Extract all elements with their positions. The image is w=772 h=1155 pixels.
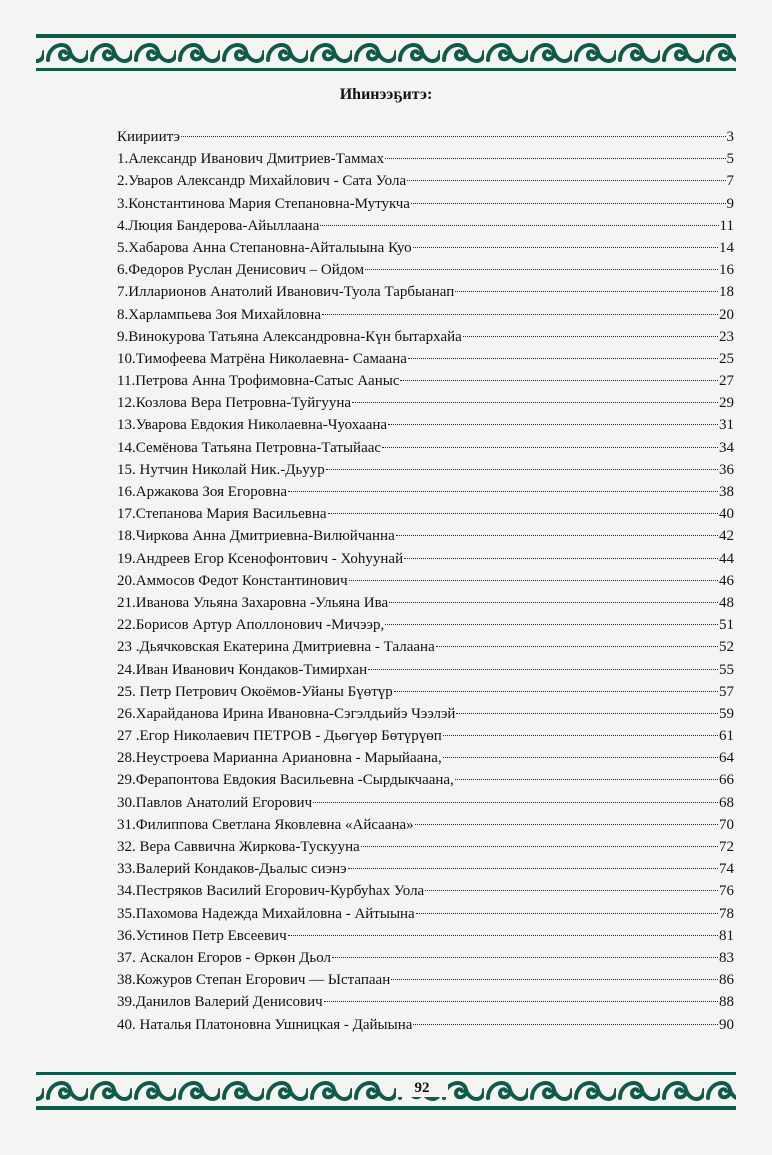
toc-leader-dots [328,513,718,514]
toc-entry-title: Киириитэ [117,129,180,145]
toc-entry [117,126,734,148]
toc-entry-page: 40 [719,506,734,523]
toc-entry-page: 38 [719,484,734,500]
toc-leader-dots [313,802,718,803]
toc-entry [117,991,734,1013]
toc-entry [117,326,734,348]
toc-entry [117,392,734,414]
toc-entry-title: 40. Наталья Платоновна Ушницкая - Дайыына [117,1016,413,1033]
toc-leader-dots [391,979,718,980]
toc-entry-title: 22.Борисов Артур Аполлонович -Мичээр, [117,617,385,634]
toc-entry-title: 11.Петрова Анна Трофимовна-Сатыс Ааныс [117,373,400,390]
toc-entry-page: 7 [726,173,734,190]
toc-leader-dots [326,469,718,470]
toc-leader-dots [455,291,718,292]
toc-entry [117,1014,734,1036]
toc-leader-dots [332,957,718,958]
toc-entry-title: 15. Нутчин Николай Ник.-Дьуур [117,461,325,478]
toc-entry-title: 12.Козлова Вера Петровна-Туйгууна [117,395,352,412]
toc-leader-dots [385,158,725,159]
toc-leader-dots [352,402,718,403]
toc-title: Иһинээҕитэ: [339,86,433,103]
toc-entry-title: 13.Уварова Евдокия Николаевна-Чуохаана [117,417,388,434]
toc-entry-page: 78 [719,905,734,922]
toc-entry-page: 3 [726,129,734,145]
toc-entry [117,792,734,814]
toc-entry [117,503,734,525]
toc-leader-dots [413,247,718,248]
bottom-ornament-svg [0,1068,772,1112]
toc-leader-dots [404,558,718,559]
toc-entry-page: 42 [719,528,734,545]
toc-entry-title: 31.Филиппова Светлана Яковлевна «Айсаана» [117,816,414,833]
toc-entry-page: 34 [719,439,734,456]
toc-entry-page: 18 [719,284,734,301]
toc-entry [117,525,734,547]
toc-entry [117,636,734,658]
toc-entry [117,414,734,436]
toc-entry-title: 24.Иван Иванович Кондаков-Тимирхан [117,661,368,678]
toc-entry-title: 39.Данилов Валерий Денисович [117,994,323,1011]
toc-leader-dots [408,358,718,359]
toc-entry [117,570,734,592]
toc-leader-dots [407,180,725,181]
toc-entry-title: 36.Устинов Петр Евсеевич [117,927,287,944]
toc-entry-page: 29 [719,395,734,412]
toc-entry [117,614,734,636]
toc-entry-page: 68 [719,794,734,811]
toc-entry-page: 76 [719,883,734,900]
toc-entry-page: 11 [719,217,734,234]
toc-leader-dots [389,602,718,603]
toc-leader-dots [436,646,718,647]
toc-entry-page: 88 [719,994,734,1011]
toc-entry-title: 2.Уваров Александр Михайлович - Сата Уола [117,173,407,190]
toc-entry [117,148,734,170]
toc-entry-page: 44 [719,550,734,567]
toc-entry-title: 1.Александр Иванович Дмитриев-Таммах [117,151,385,168]
toc-entry [117,659,734,681]
toc-entry-title: 16.Аржакова Зоя Егоровна [117,484,288,500]
toc-leader-dots [365,269,718,270]
toc-entry-title: 20.Аммосов Федот Константинович [117,572,348,589]
toc-leader-dots [324,1001,718,1002]
toc-entry-page: 31 [719,417,734,434]
toc-entry-page: 70 [719,816,734,833]
toc-entry-page: 36 [719,461,734,478]
toc-entry [117,947,734,969]
toc-leader-dots [425,890,718,891]
toc-entry-page: 55 [719,661,734,678]
toc-entry-title: 35.Пахомова Надежда Михайловна - Айтыына [117,905,415,922]
toc-entry-title: 9.Винокурова Татьяна Александровна-Күн бытархайа [117,328,462,345]
toc-entry-page: 51 [719,617,734,634]
toc-entry-page: 72 [719,839,734,855]
toc-leader-dots [416,913,718,914]
toc-leader-dots [463,336,718,337]
toc-entry-page: 9 [726,195,734,212]
toc-entry-title: 30.Павлов Анатолий Егорович [117,794,313,811]
toc-entry-title: 25. Петр Петрович Окоёмов-Уйаны Бүөтүр [117,683,393,700]
toc-leader-dots [455,779,718,780]
toc-leader-dots [411,203,726,204]
toc-entry-title: 17.Степанова Мария Васильевна [117,506,327,523]
toc-entry-page: 52 [719,639,734,656]
toc-entry [117,281,734,303]
toc-entry-title: 19.Андреев Егор Ксенофонтович - Хоһуунай [117,550,404,567]
toc-leader-dots [349,580,718,581]
toc-entry [117,370,734,392]
toc-entry-title: 3.Константинова Мария Степановна-Мутукча [117,195,410,212]
toc-leader-dots [394,691,718,692]
toc-entry [117,481,734,503]
toc-entry [117,858,734,880]
toc-entry [117,170,734,192]
toc-leader-dots [413,1024,718,1025]
toc-entry [117,259,734,281]
toc-entry [117,747,734,769]
toc-entry [117,725,734,747]
toc-entry-page: 27 [719,373,734,390]
toc-entry-page: 46 [719,572,734,589]
toc-entry [117,880,734,902]
bottom-ornament-border [0,1068,772,1112]
toc-entry [117,836,734,858]
toc-entry [117,304,734,326]
toc-entry [117,969,734,991]
toc-entry-page: 83 [719,949,734,966]
toc-entry-page: 64 [719,750,734,767]
toc-leader-dots [400,380,718,381]
toc-entry-title: 7.Илларионов Анатолий Иванович-Туола Тарбыанап [117,284,455,301]
toc-entry-page: 66 [719,772,734,789]
toc-entry-title: 37. Аскалон Егоров - Өркөн Дьол [117,949,332,966]
toc-entry-page: 81 [719,927,734,944]
toc-entry [117,903,734,925]
top-ornament-svg [0,30,772,74]
toc-entry-title: 18.Чиркова Анна Дмитриевна-Вилюйчанна [117,528,395,545]
toc-entry-title: 4.Люция Бандерова-Айыллаана [117,217,320,234]
toc-entry-page: 23 [719,328,734,345]
toc-entry-title: 23 .Дьячковская Екатерина Дмитриевна - Талаана [117,639,435,656]
toc-entry-page: 5 [726,151,734,168]
toc-leader-dots [361,846,718,847]
toc-entry-page: 48 [719,594,734,611]
toc-leader-dots [288,491,718,492]
toc-leader-dots [388,424,718,425]
toc-entry-title: 34.Пестряков Василий Егорович-Курбуһах Уола [117,883,425,900]
toc-leader-dots [368,669,718,670]
toc-entry-title: 27 .Егор Николаевич ПЕТРОВ - Дьөгүөр Бөтүрүөп [117,728,442,745]
toc-entry-title: 5.Хабарова Анна Степановна-Айталыына Куо [117,239,412,256]
toc-entry [117,769,734,791]
toc-leader-dots [322,314,718,315]
toc-entry [117,592,734,614]
toc-entry-title: 6.Федоров Руслан Денисович – Ойдом [117,262,365,279]
toc-entry [117,703,734,725]
toc-entry-page: 61 [719,728,734,745]
toc-leader-dots [396,535,718,536]
toc-entry-page: 74 [719,861,734,878]
toc-leader-dots [288,935,718,936]
page-number: 92 [396,1080,448,1097]
toc-entry-title: 38.Кожуров Степан Егорович — Ыстапаан [117,972,391,989]
toc-entry-page: 25 [719,350,734,367]
toc-entry [117,814,734,836]
toc-entry [117,925,734,947]
toc-entry-title: 26.Харайданова Ирина Ивановна-Сэгэлдьийэ Чээлэй [117,705,456,722]
toc-entry [117,459,734,481]
toc-entry [117,548,734,570]
toc-entry-page: 16 [719,262,734,279]
toc-entry-page: 14 [719,239,734,256]
toc-leader-dots [443,757,718,758]
toc-entry-page: 20 [719,306,734,323]
toc-leader-dots [456,713,718,714]
toc-entry-title: 21.Иванова Ульяна Захаровна -Ульяна Ива [117,594,389,611]
toc-entry-title: 10.Тимофеева Матрёна Николаевна- Самаана [117,350,407,367]
toc-entry [117,348,734,370]
toc-entry-title: 32. Вера Саввична Жиркова-Тускууна [117,839,360,855]
toc-entry-title: 33.Валерий Кондаков-Дьалыс сиэнэ [117,861,347,878]
toc-entry-title: 14.Семёнова Татьяна Петровна-Татыйаас [117,439,382,456]
toc-leader-dots [382,447,718,448]
toc-entry-title: 8.Харлампьева Зоя Михайловна [117,306,321,323]
toc-leader-dots [415,824,718,825]
toc-leader-dots [385,624,718,625]
table-of-contents [117,126,734,1036]
toc-entry-title: 29.Ферапонтова Евдокия Васильевна -Сырдыкчаана, [117,772,454,789]
toc-entry [117,237,734,259]
toc-entry [117,215,734,237]
toc-entry [117,681,734,703]
toc-entry-page: 86 [719,972,734,989]
toc-entry [117,193,734,215]
toc-leader-dots [181,136,726,137]
toc-leader-dots [443,735,718,736]
toc-leader-dots [320,225,718,226]
toc-leader-dots [348,868,718,869]
toc-entry-page: 90 [719,1016,734,1033]
toc-entry-title: 28.Неустроева Марианна Ариановна - Марыйаана, [117,750,442,767]
toc-entry [117,437,734,459]
toc-entry-page: 59 [719,705,734,722]
toc-entry-page: 57 [719,683,734,700]
top-ornament-border [0,30,772,74]
